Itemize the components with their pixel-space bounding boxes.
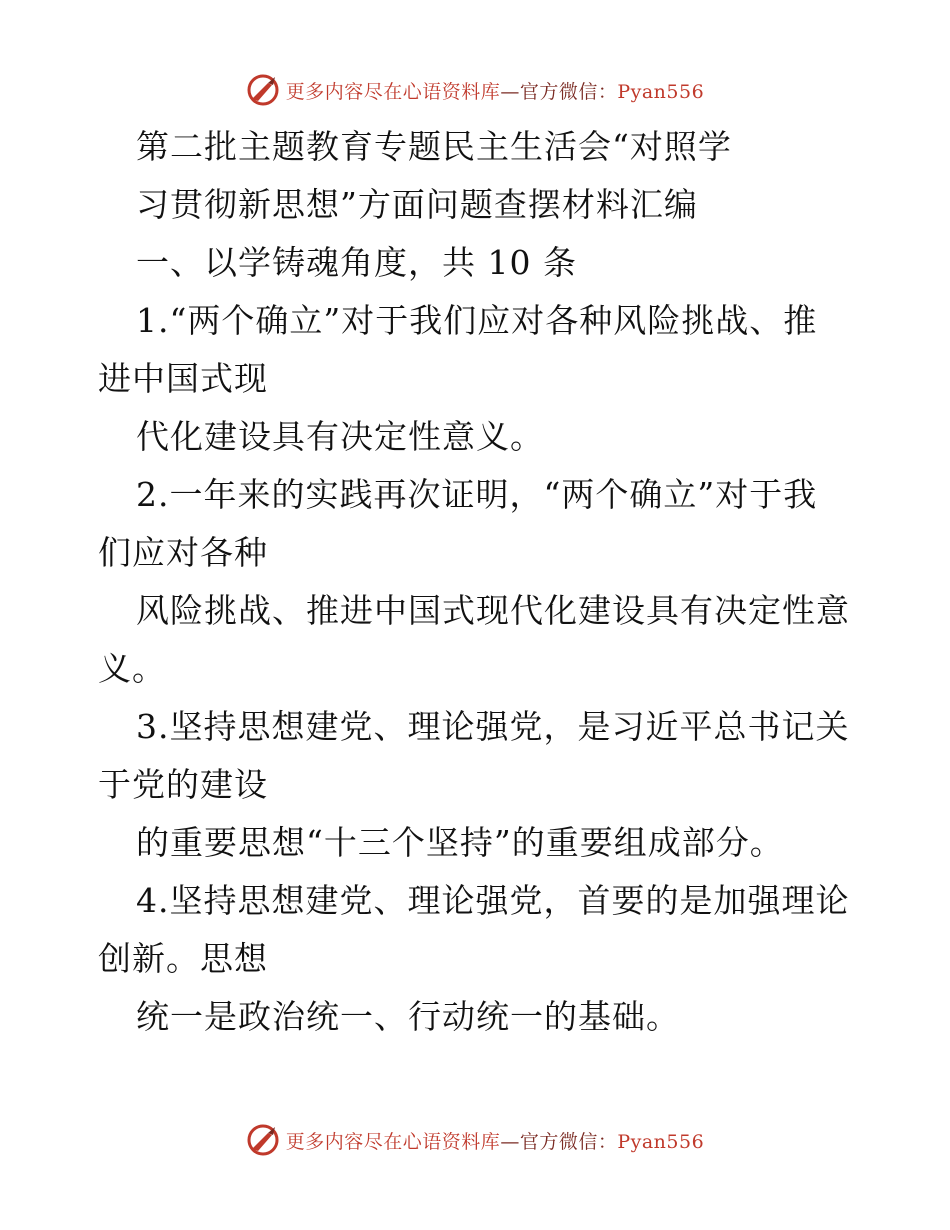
quill-logo-icon [246, 1123, 280, 1157]
paragraph-line: 创新。思想 [98, 939, 268, 978]
paragraph-line: 于党的建设 [98, 765, 268, 804]
document-title-line-2: 习贯彻新思想”方面问题查摆材料汇编 [136, 185, 698, 224]
quill-logo-icon [246, 73, 280, 107]
paragraph-line: 义。 [98, 649, 166, 688]
paragraph-line: 进中国式现 [98, 359, 268, 398]
footer-watermark [0, 1120, 950, 1160]
list-item-3 [98, 698, 858, 872]
paragraph-line: 2.一年来的实践再次证明，“两个确立”对于我 [136, 475, 818, 514]
paragraph-line: 4.坚持思想建党、理论强党，首要的是加强理论 [136, 881, 850, 920]
paragraph-line: 3.坚持思想建党、理论强党，是习近平总书记关 [136, 707, 850, 746]
header-watermark [0, 70, 950, 110]
watermark-text: 更多内容尽在心语资料库—官方微信：Pyan556 [285, 1130, 705, 1153]
document-body [98, 118, 858, 1046]
watermark-text: 更多内容尽在心语资料库—官方微信：Pyan556 [285, 80, 705, 103]
paragraph-line: 代化建设具有决定性意义。 [136, 417, 544, 456]
paragraph-line: 们应对各种 [98, 533, 268, 572]
paragraph-line: 风险挑战、推进中国式现代化建设具有决定性意 [136, 591, 850, 630]
paragraph-line: 的重要思想“十三个坚持”的重要组成部分。 [136, 823, 784, 862]
paragraph-line: 1.“两个确立”对于我们应对各种风险挑战、推 [136, 301, 818, 340]
document-title-line-1: 第二批主题教育专题民主生活会“对照学 [136, 127, 732, 166]
list-item-4 [98, 872, 858, 1046]
section-heading: 一、以学铸魂角度，共 10 条 [136, 243, 577, 282]
paragraph-line: 统一是政治统一、行动统一的基础。 [136, 997, 680, 1036]
list-item-1 [98, 292, 858, 466]
list-item-2 [98, 466, 858, 698]
